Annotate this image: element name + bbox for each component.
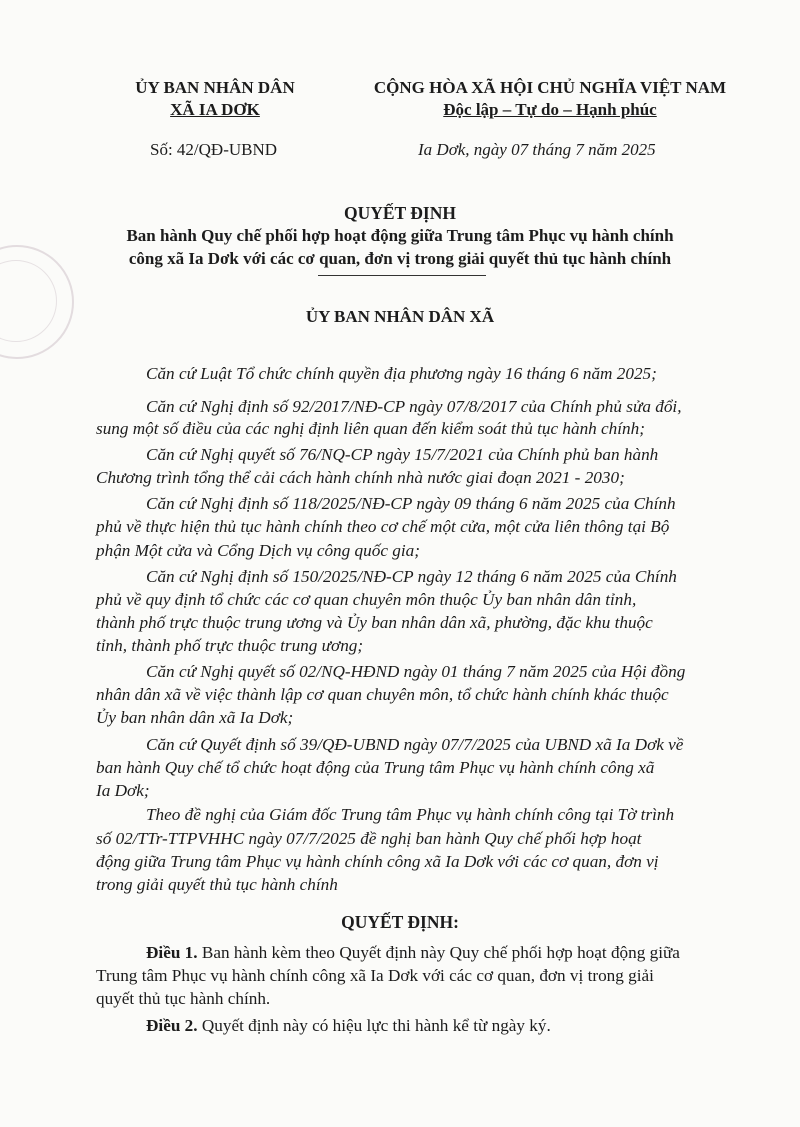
preamble-line: thành phố trực thuộc trung ương và Ủy ban nhân dân xã, phường, đặc khu thuộc: [96, 613, 653, 632]
nation-motto-text: Độc lập – Tự do – Hạnh phúc: [443, 100, 657, 119]
preamble-line: phận Một cửa và Cổng Dịch vụ công quốc gia;: [96, 541, 420, 560]
article-1-text: Ban hành kèm theo Quyết định này Quy chế phối hợp hoạt động giữa: [197, 943, 680, 962]
preamble-line: Căn cứ Nghị quyết số 76/NQ-CP ngày 15/7/2021 của Chính phủ ban hành: [146, 445, 659, 464]
preamble-line: Căn cứ Quyết định số 39/QĐ-UBND ngày 07/7/2025 của UBND xã Ia Dơk về: [146, 735, 684, 754]
document-number: Số: 42/QĐ-UBND: [150, 140, 278, 159]
preamble-line: Ia Dơk;: [96, 781, 150, 800]
org-name-line1: ỦY BAN NHÂN DÂN: [135, 78, 295, 97]
decision-subject-line2: công xã Ia Dơk với các cơ quan, đơn vị trong giải quyết thủ tục hành chính: [128, 249, 672, 268]
article-2-label: Điều 2.: [146, 1016, 198, 1035]
article-1-line1: [146, 944, 680, 961]
preamble-line: nhân dân xã về việc thành lập cơ quan chuyên môn, tổ chức hành chính khác thuộc: [96, 685, 669, 704]
preamble-line: trong giải quyết thủ tục hành chính: [96, 875, 338, 894]
preamble-line: phủ về quy định tổ chức các cơ quan chuyên môn thuộc Ủy ban nhân dân tỉnh,: [96, 590, 637, 609]
preamble-line: phủ về thực hiện thủ tục hành chính theo cơ chế một cửa, một cửa liên thông tại Bộ: [96, 517, 670, 536]
place-and-date: Ia Dơk, ngày 07 tháng 7 năm 2025: [418, 140, 656, 159]
preamble-line: ban hành Quy chế tổ chức hoạt động của Trung tâm Phục vụ hành chính công xã: [96, 758, 655, 777]
org-name-line2: [110, 100, 320, 120]
decision-heading: QUYẾT ĐỊNH:: [341, 912, 459, 932]
preamble-line: số 02/TTr-TTPVHHC ngày 07/7/2025 đề nghị ban hành Quy chế phối hợp hoạt: [96, 829, 642, 848]
article-1-label: Điều 1.: [146, 943, 198, 962]
preamble-line: động giữa Trung tâm Phục vụ hành chính công xã Ia Dơk với các cơ quan, đơn vị: [96, 852, 659, 871]
title-rule: [318, 275, 486, 276]
preamble-line: tỉnh, thành phố trực thuộc trung ương;: [96, 636, 364, 655]
article-2-text: Quyết định này có hiệu lực thi hành kể từ ngày ký.: [197, 1016, 551, 1035]
article-2-line1: [146, 1017, 551, 1034]
org-name-line2-text: XÃ IA DƠK: [170, 100, 260, 119]
nation-motto: [350, 100, 750, 120]
preamble-line: Căn cứ Nghị định số 92/2017/NĐ-CP ngày 07/8/2017 của Chính phủ sửa đổi,: [146, 397, 682, 416]
decision-subject-line1: Ban hành Quy chế phối hợp hoạt động giữa Trung tâm Phục vụ hành chính: [126, 226, 674, 245]
decision-title: QUYẾT ĐỊNH: [344, 203, 456, 223]
preamble-line: Căn cứ Nghị định số 118/2025/NĐ-CP ngày 09 tháng 6 năm 2025 của Chính: [146, 494, 676, 513]
preamble-line: Căn cứ Nghị quyết số 02/NQ-HĐND ngày 01 tháng 7 năm 2025 của Hội đồng: [146, 662, 686, 681]
preamble-line: Theo đề nghị của Giám đốc Trung tâm Phục vụ hành chính công tại Tờ trình: [146, 805, 675, 824]
nation-name: CỘNG HÒA XÃ HỘI CHỦ NGHĨA VIỆT NAM: [373, 78, 727, 97]
preamble-line: sung một số điều của các nghị định liên quan đến kiểm soát thủ tục hành chính;: [96, 419, 645, 438]
preamble-line: Căn cứ Luật Tổ chức chính quyền địa phương ngày 16 tháng 6 năm 2025;: [146, 364, 657, 383]
preamble-line: Căn cứ Nghị định số 150/2025/NĐ-CP ngày 12 tháng 6 năm 2025 của Chính: [146, 567, 677, 586]
article-1-line2: Trung tâm Phục vụ hành chính công xã Ia Dơk với các cơ quan, đơn vị trong giải: [96, 966, 654, 985]
preamble-line: Ủy ban nhân dân xã Ia Dơk;: [96, 708, 294, 727]
preamble-line: Chương trình tổng thể cải cách hành chính nhà nước giai đoạn 2021 - 2030;: [96, 468, 625, 487]
issuing-authority: ỦY BAN NHÂN DÂN XÃ: [305, 307, 495, 326]
article-1-line3: quyết thủ tục hành chính.: [96, 989, 271, 1008]
